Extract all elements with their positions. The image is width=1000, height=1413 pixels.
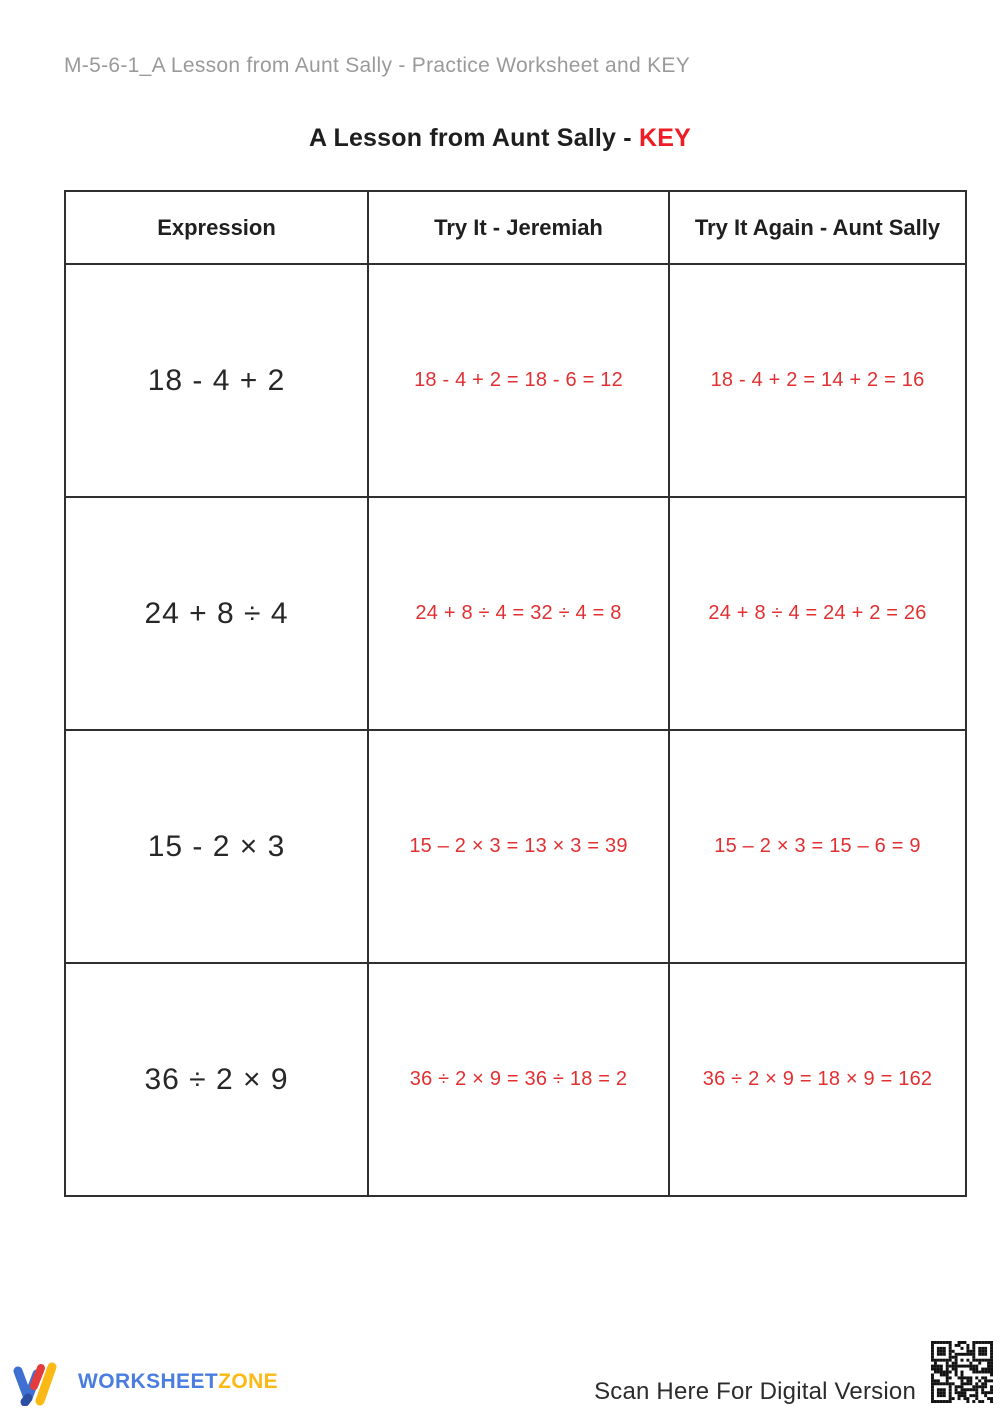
header-try-it-jeremiah: Try It - Jeremiah xyxy=(368,191,669,264)
page-footer xyxy=(0,1330,1000,1413)
expression-cell: 36 ÷ 2 × 9 xyxy=(65,963,368,1196)
expression-cell: 18 - 4 + 2 xyxy=(65,264,368,497)
table-row xyxy=(65,730,966,963)
aunt-sally-answer-cell: 18 - 4 + 2 = 14 + 2 = 16 xyxy=(669,264,966,497)
jeremiah-answer-cell: 15 – 2 × 3 = 13 × 3 = 39 xyxy=(368,730,669,963)
qr-code xyxy=(928,1338,996,1406)
table-row xyxy=(65,497,966,730)
page-title-main: A Lesson from Aunt Sally - xyxy=(309,124,639,152)
table-row xyxy=(65,963,966,1196)
table-header-row xyxy=(65,191,966,264)
table-row xyxy=(65,264,966,497)
jeremiah-answer-cell: 36 ÷ 2 × 9 = 36 ÷ 18 = 2 xyxy=(368,963,669,1196)
worksheet-table xyxy=(64,190,967,1197)
expression-cell: 15 - 2 × 3 xyxy=(65,730,368,963)
worksheetzone-logo-text xyxy=(78,1370,278,1394)
scan-here-label: Scan Here For Digital Version xyxy=(594,1378,916,1405)
jeremiah-answer-cell: 24 + 8 ÷ 4 = 32 ÷ 4 = 8 xyxy=(368,497,669,730)
logo-worksheet-label: WORKSHEET xyxy=(78,1370,219,1393)
logo-zone-label: ZONE xyxy=(218,1370,279,1393)
document-filename: M-5-6-1_A Lesson from Aunt Sally - Practice Worksheet and KEY xyxy=(64,54,691,77)
worksheetzone-w-icon xyxy=(12,1358,70,1406)
expression-cell: 24 + 8 ÷ 4 xyxy=(65,497,368,730)
aunt-sally-answer-cell: 36 ÷ 2 × 9 = 18 × 9 = 162 xyxy=(669,963,966,1196)
worksheetzone-logo xyxy=(12,1358,278,1406)
page-title xyxy=(0,124,1000,153)
jeremiah-answer-cell: 18 - 4 + 2 = 18 - 6 = 12 xyxy=(368,264,669,497)
header-try-it-again-aunt-sally: Try It Again - Aunt Sally xyxy=(669,191,966,264)
header-expression: Expression xyxy=(65,191,368,264)
aunt-sally-answer-cell: 24 + 8 ÷ 4 = 24 + 2 = 26 xyxy=(669,497,966,730)
page-title-key: KEY xyxy=(638,124,691,152)
aunt-sally-answer-cell: 15 – 2 × 3 = 15 – 6 = 9 xyxy=(669,730,966,963)
qr-code-svg xyxy=(931,1341,993,1403)
